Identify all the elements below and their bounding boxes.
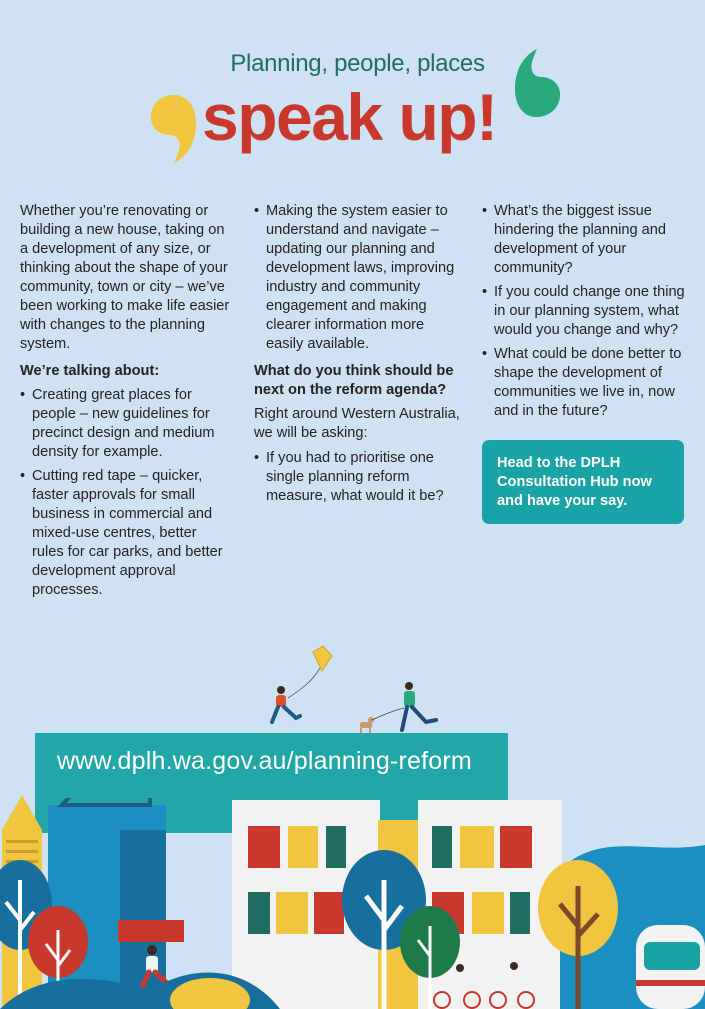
train-icon	[636, 925, 705, 1009]
url-text[interactable]: www.dplh.wa.gov.au/planning-reform	[57, 747, 472, 775]
intro-paragraph: Whether you’re renovating or building a new house, taking on a development of any size, or thinking about the shape of your community, town or city – we’ve been working to make life easier with changes to the planning system.	[20, 203, 230, 352]
list-item: • If you could change one thing in our planning system, what would you change and why?	[482, 283, 700, 340]
callout-text: Head to the DPLH Consultation Hub now and have your say.	[497, 455, 652, 509]
person-flying-kite-icon	[272, 686, 300, 722]
column-3	[482, 202, 700, 427]
reform-agenda-heading: What do you think should be next on the reform agenda?	[254, 363, 454, 398]
list-item: • Making the system easier to understand and navigate – updating our planning and development laws, improving industry and community engagement and making clearer information more easily available.	[254, 202, 464, 354]
page-headline: speak up!	[202, 80, 497, 154]
list-item: • Creating great places for people – new guidelines for precinct design and medium density for example.	[20, 386, 232, 462]
list-item: • Cutting red tape – quicker, faster approvals for small business in commercial and mixed-use centres, better rules for car parks, and better development approval processes.	[20, 467, 232, 600]
open-quote-icon	[148, 93, 198, 165]
dog-icon	[360, 708, 404, 733]
talking-about-heading: We’re talking about:	[20, 363, 160, 379]
questions-list	[482, 202, 700, 421]
list-item: • What’s the biggest issue hindering the planning and development of your community?	[482, 202, 700, 278]
questions-list	[254, 449, 464, 506]
column-1	[20, 202, 232, 606]
list-item: • If you had to prioritise one single planning reform measure, what would it be?	[254, 449, 464, 506]
page-subtitle: Planning, people, places	[230, 50, 485, 77]
talking-about-list	[20, 386, 232, 600]
column-2	[254, 202, 464, 512]
city-illustration	[0, 630, 705, 1009]
list-item: • What could be done better to shape the development of communities we live in, now and in the future?	[482, 345, 700, 421]
asking-paragraph: Right around Western Australia, we will be asking:	[254, 406, 460, 441]
person-walking-dog-icon	[402, 682, 436, 730]
kite-icon	[288, 646, 332, 698]
close-quote-icon	[508, 43, 564, 119]
planning-reform-url[interactable]	[35, 733, 508, 798]
consultation-hub-callout[interactable]	[482, 440, 684, 524]
reform-list	[254, 202, 464, 354]
